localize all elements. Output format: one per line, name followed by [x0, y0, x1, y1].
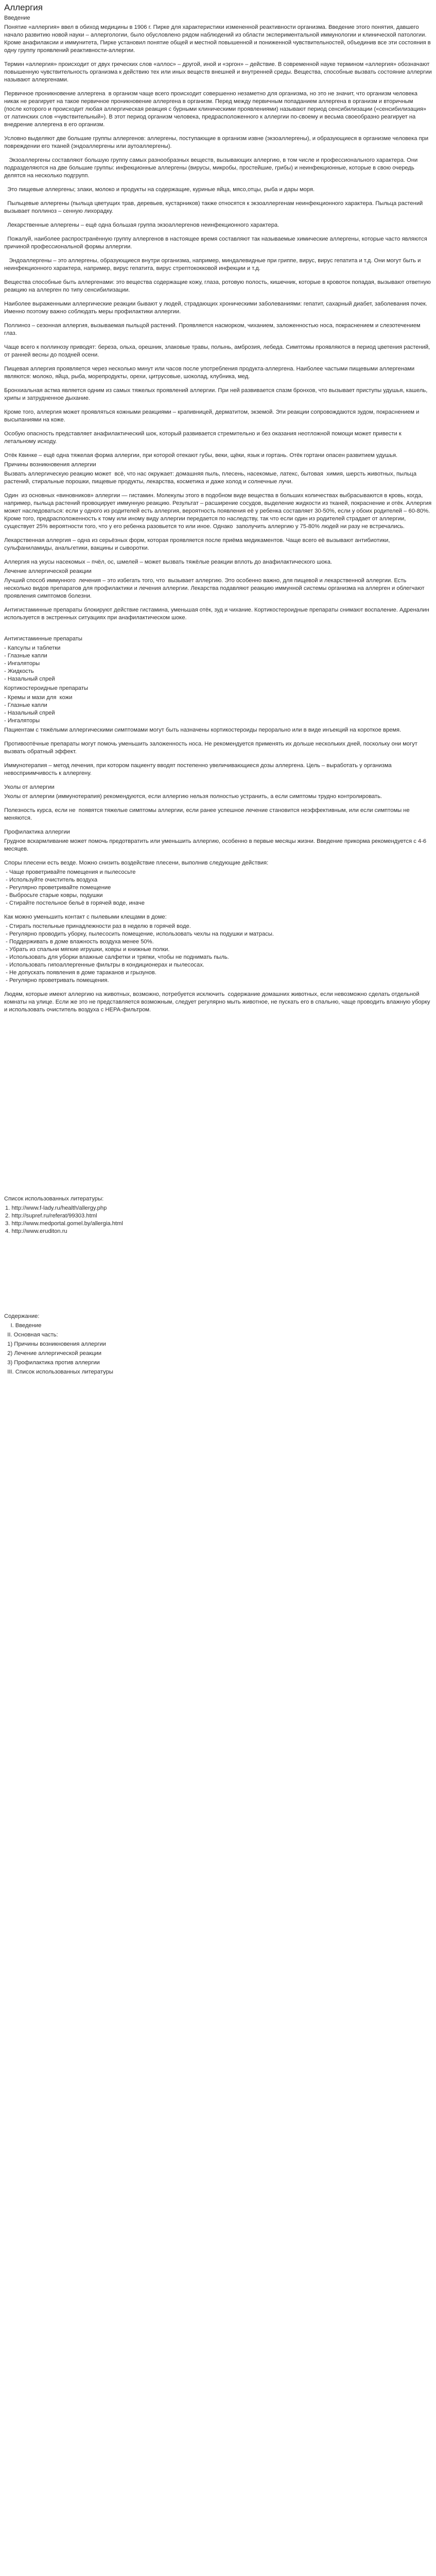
reference-item: 2. http://supref.ru/referat/99303.html: [5, 1213, 97, 1219]
page-title: Аллергия: [4, 3, 43, 12]
paragraph: Отёк Квинке – ещё одна тяжелая форма аллергии, при которой отекают губы, веки, щёки, язык и гортань. Отёк гортани опасен развитием удушья.: [4, 452, 398, 459]
paragraph: Грудное вскармливание может помочь предотвратить или уменьшить аллергию, особенно в первые месяцы жизни. Введение прикорма рекомендуется с 4-6 месяцев.: [4, 838, 428, 852]
paragraph: - Капсулы и таблетки - Глазные капли - Ингаляторы - Жидкость - Назальный спрей: [4, 645, 61, 682]
paragraph: Это пищевые аллергены; злаки, молоко и продукты на содержащие, куриные яйца, мясо,отцы, рыба и дары моря.: [4, 187, 315, 193]
paragraph: Бронхиальная астма является одним из самых тяжелых проявлений аллергии. При ней развивается спазм бронхов, что вызывает приступы удушья, кашель, хрипы и затрудненное дыхание.: [4, 387, 429, 401]
paragraph: Вызвать аллергическую реакцию может всё, что нас окружает: домашняя пыль, плесень, насекомые, латекс, бытовая химия, шерсть животных, пыльца растений, стиральные порошки, пищевые продукты, лекарства, косметика и даже холод и солнечные лучи.: [4, 471, 418, 485]
paragraph: Как можно уменьшить контакт с пылевыми клещами в доме:: [4, 914, 167, 920]
paragraph: - Стирать постельные принадлежности раз в неделю в горячей воде. - Регулярно проводить уборку, пылесосить помещение, использовать чехлы на подушки и матрасы. - Поддерживать в доме влажность воздуха менее 50%. - Убрать из спальни мягкие игрушки, ковры и книжные полки. - Использовать для уборки влажные салфетки и тряпки, чтобы не поднимать пыль. - Использовать гипоаллергенные фильтры в кондиционерах и пылесосах. - Не допускать появления в доме тараканов и грызунов. - Регулярно проветривать помещения.: [6, 923, 274, 984]
paragraph: Чаще всего к поллинозу приводят: береза, ольха, орешник, злаковые травы, полынь, амброзия, лебеда. Симптомы проявляются в период цветения растений, от ранней весны до поздней осени.: [4, 344, 432, 358]
toc-item: 2) Лечение аллергической реакции: [4, 1350, 102, 1357]
paragraph: Поллиноз – сезонная аллергия, вызываемая пыльцой растений. Проявляется насморком, чиханием, заложенностью носа, покраснением и слезотечением глаз.: [4, 323, 422, 336]
paragraph: Экзоаллергены составляют большую группу самых разнообразных веществ, вызывающих аллергию, в том числе и профессионального характера. Они подразделяются на две большие группы: инфекционные аллергены (вирусы, микробы, простейшие, грибы) и неинфекционные, которые в свою очередь делятся на несколько подгрупп.: [4, 157, 420, 179]
paragraph: Антигистаминные препараты: [4, 636, 82, 642]
toc-item: 3) Профилактика против аллергии: [4, 1360, 100, 1366]
paragraph: Особую опасность представляет анафилактический шок, который развивается стремительно и без оказания неотложной помощи может привести к летальному исходу.: [4, 431, 403, 445]
paragraph: Полезность курса, если не появятся тяжелые симптомы аллергии, если ранее успешное лечение становится неэффективным, или если симптомы не меняются.: [4, 807, 413, 821]
paragraph: Термин «аллергия» происходит от двух греческих слов «аллос» – другой, иной и «эргон» – действие. В современной науке термином «аллергия» обозначают повышенную чувствительность организма к действию тех или иных веществ внешней и внутренней среды. Вещества, способные вызвать состояние аллергии называют аллергенами.: [4, 61, 433, 83]
paragraph: Лечение аллергической реакции: [4, 568, 92, 574]
blank-gap: [4, 1235, 432, 1313]
references-list: [4, 1205, 432, 1235]
paragraph: Кортикостероидные препараты: [4, 685, 89, 691]
paragraph: Причины возникновения аллергии: [4, 462, 96, 468]
paragraph: Кроме того, аллергия может проявляться кожными реакциями – крапивницей, дерматитом, экземой. Эти реакции сопровождаются зудом, покраснением и высыпаниями на коже.: [4, 409, 421, 423]
paragraph: Пищевая аллергия проявляется через несколько минут или часов после употребления продукта-аллергена. Наиболее частыми пищевыми аллергенами являются: молоко, яйца, рыба, морепродукты, орехи, цитрусовые, шоколад, клубника, мед.: [4, 366, 416, 380]
paragraph: Людям, которые имеют аллергию на животных, возможно, потребуется исключить содержание домашних животных, если невозможно сделать отдельной комнаты на улице. Если же это не представляется возможным, следует регулярно мыть животное, не пускать его в спальню, чаще проводить влажную уборку и использовать очиститель воздуха с HEPA-фильтром.: [4, 991, 432, 1013]
paragraph: Аллергия на укусы насекомых – пчёл, ос, шмелей – может вызвать тяжёлые реакции вплоть до анафилактического шока.: [4, 559, 333, 565]
paragraph: Эндоаллергены – это аллергены, образующиеся внутри организма, например, миндалевидные при гриппе, вирус, вирус гепатита и т.д. Они могут быть и неинфекционного характера, например, вирус гепатита, вирус стрептококковой инфекции и т.д.: [4, 258, 423, 272]
paragraph: - Чаще проветривайте помещения и пылесосьте - Используйте очиститель воздуха - Регулярно проветривайте помещение - Выбросьте старые ковры, подушки - Стирайте постельное бельё в горячей воде, иначе: [6, 869, 145, 906]
paragraph: Лекарственные аллергены – ещё одна большая группа экзоаллергенов неинфекционного характера.: [4, 222, 280, 228]
paragraph: Уколы от аллергии: [4, 784, 55, 790]
toc-item: I. Введение: [4, 1323, 42, 1329]
paragraph: Лекарственная аллергия – одна из серьёзных форм, которая проявляется после приёма медикаментов. Чаще всего её вызывают антибиотики, сульфаниламиды, анальгетики, вакцины и сыворотки.: [4, 537, 392, 551]
paragraph: Первичное проникновение аллергена в организм чаще всего происходит совершенно незаметно для организма, но это не значит, что организм человека никак не реагирует на такое первичное проникновение аллергена в организм. Перед между первичным попаданием аллергена в организм и вторичным (после которого и происходит любая аллергическая реакция с бурными клиническими проявлениями) называют период сенсибилизации («сенсибилизация» от латинских слов «чувствительный»). В этот период организм человека, предрасположенного к аллергии по-своему и весьма своеобразно реагирует на внедрение аллергена в его организм.: [4, 91, 428, 128]
paragraph: Один из основных «виновников» аллергии — гистамин. Молекулы этого в подобном виде вещества в больших количествах выбрасываются в кровь, когда, например, пыльца растений провоцирует иммунную реакцию. Результат – расширение сосудов, выделение жидкости из тканей, покраснение и отёк. Аллергия может наследоваться: если у одного из родителей есть аллергия, вероятность появления её у ребенка составляет 30-50%, если у обоих родителей – 60-80%. Кроме того, предрасположенность к тому или иному виду аллергии передается по наследству, так что если один из родителей страдает от аллергии, существует 25% вероятности того, что у его ребенка разовьется то или иное. Однако заполучить аллергию у 75-80% людей ни разу не встречались.: [4, 493, 433, 530]
reference-item: 4. http://www.eruditon.ru: [5, 1228, 67, 1234]
reference-item: 3. http://www.medportal.gomel.by/allergia.html: [5, 1221, 123, 1227]
paragraph: Уколы от аллергии (иммунотерапия) рекомендуются, если аллергию нельзя полностью устранить, а если симптомы трудно контролировать.: [4, 793, 382, 800]
paragraph: - Кремы и мази для кожи - Глазные капли - Назальный спрей - Ингаляторы: [4, 694, 73, 724]
paragraph: Список использованных литературы:: [4, 1196, 104, 1202]
paragraph: Понятие «аллергия» ввел в обиход медицины в 1906 г. Пирке для характеристики измененной реактивности организма. Введение этого понятия, давшего начало развитию новой науки – аллергологии, было обусловлено рядом наблюдений из области экспериментальной иммунологии и клинической патологии. Кроме анафилаксии и иммунитета, Пирке установил понятие общей и местной повышенной и пониженной чувствительностей, объединив все эти состояния в одну группу проявлений реактивности-аллергии.: [4, 24, 432, 54]
toc-heading: Содержание:: [4, 1313, 40, 1319]
toc-item: 1) Причины возникновения аллергии: [4, 1341, 106, 1347]
toc-item: II. Основная часть:: [4, 1332, 58, 1338]
paragraph: Пыльцевые аллергены (пыльца цветущих трав, деревьев, кустарников) также относятся к экзоаллергенам неинфекционного характера. Пыльца растений вызывает поллиноз – сенную лихорадку.: [4, 200, 425, 214]
paragraph: Антигистаминные препараты блокируют действие гистамина, уменьшая отёк, зуд и чихание. Кортикостероидные препараты снимают воспаление. Адреналин используется в экстренных ситуациях при анафилактическом шоке.: [4, 607, 431, 621]
toc-item: III. Список использованных литературы: [4, 1369, 113, 1375]
paragraph: Споры плесени есть везде. Можно снизить воздействие плесени, выполнив следующие действия:: [4, 860, 269, 866]
paragraph: Иммунотерапия – метод лечения, при котором пациенту вводят постепенно увеличивающиеся дозы аллергена. Цель – выработать у организма невосприимчивость к аллергену.: [4, 762, 393, 776]
paragraph: Пациентам с тяжёлыми аллергическими симптомами могут быть назначены кортикостероиды перорально или в виде инъекций на короткое время.: [4, 727, 402, 733]
paragraph: Лучший способ иммунного лечения – это избегать того, что вызывает аллергию. Это особенно важно, для пищевой и лекарственной аллергии. Есть несколько видов препаратов для профилактики и лечения аллергии. Лекарства подавляют реакцию иммунной системы организма на аллерген и облегчают проявления симптомов болезни.: [4, 578, 426, 599]
reference-item: 1. http://www.f-lady.ru/health/allergy.php: [5, 1205, 107, 1211]
paragraph: Профилактика аллергии: [4, 829, 70, 835]
blank-gap: [4, 628, 432, 635]
paragraph: Условно выделяют две большие группы аллергенов: аллергены, поступающие в организм извне (экзоаллергены), и образующиеся в организме человека при повреждении его тканей (эндоаллергены или аутоаллергены).: [4, 135, 430, 149]
paragraph: Вещества способные быть аллергенами: это вещества содержащие кожу, глаза, ротовую полость, кишечник, которые в кровоток попадая, вызывают ответную реакцию на аллерген по типу сенсибилизации.: [4, 279, 432, 293]
document-body: [4, 14, 432, 1203]
paragraph: Противоотёчные препараты могут помочь уменьшить заложенность носа. Не рекомендуется применять их дольше нескольких дней, поскольку они могут вызвать обратный эффект.: [4, 741, 420, 755]
paragraph: Введение: [4, 15, 30, 21]
blank-gap: [4, 1020, 432, 1195]
paragraph: Пожалуй, наиболее распространённую группу аллергенов в настоящее время составляют так называемые химические аллергены, которые часто являются причиной профессиональной формы аллергии.: [4, 236, 429, 250]
paragraph: Наиболее выраженными аллергические реакции бывают у людей, страдающих хроническими заболеваниями: гепатит, сахарный диабет, заболевания почек. Именно поэтому важно соблюдать меры профилактики аллергии.: [4, 301, 429, 315]
table-of-contents: [4, 1313, 432, 1376]
